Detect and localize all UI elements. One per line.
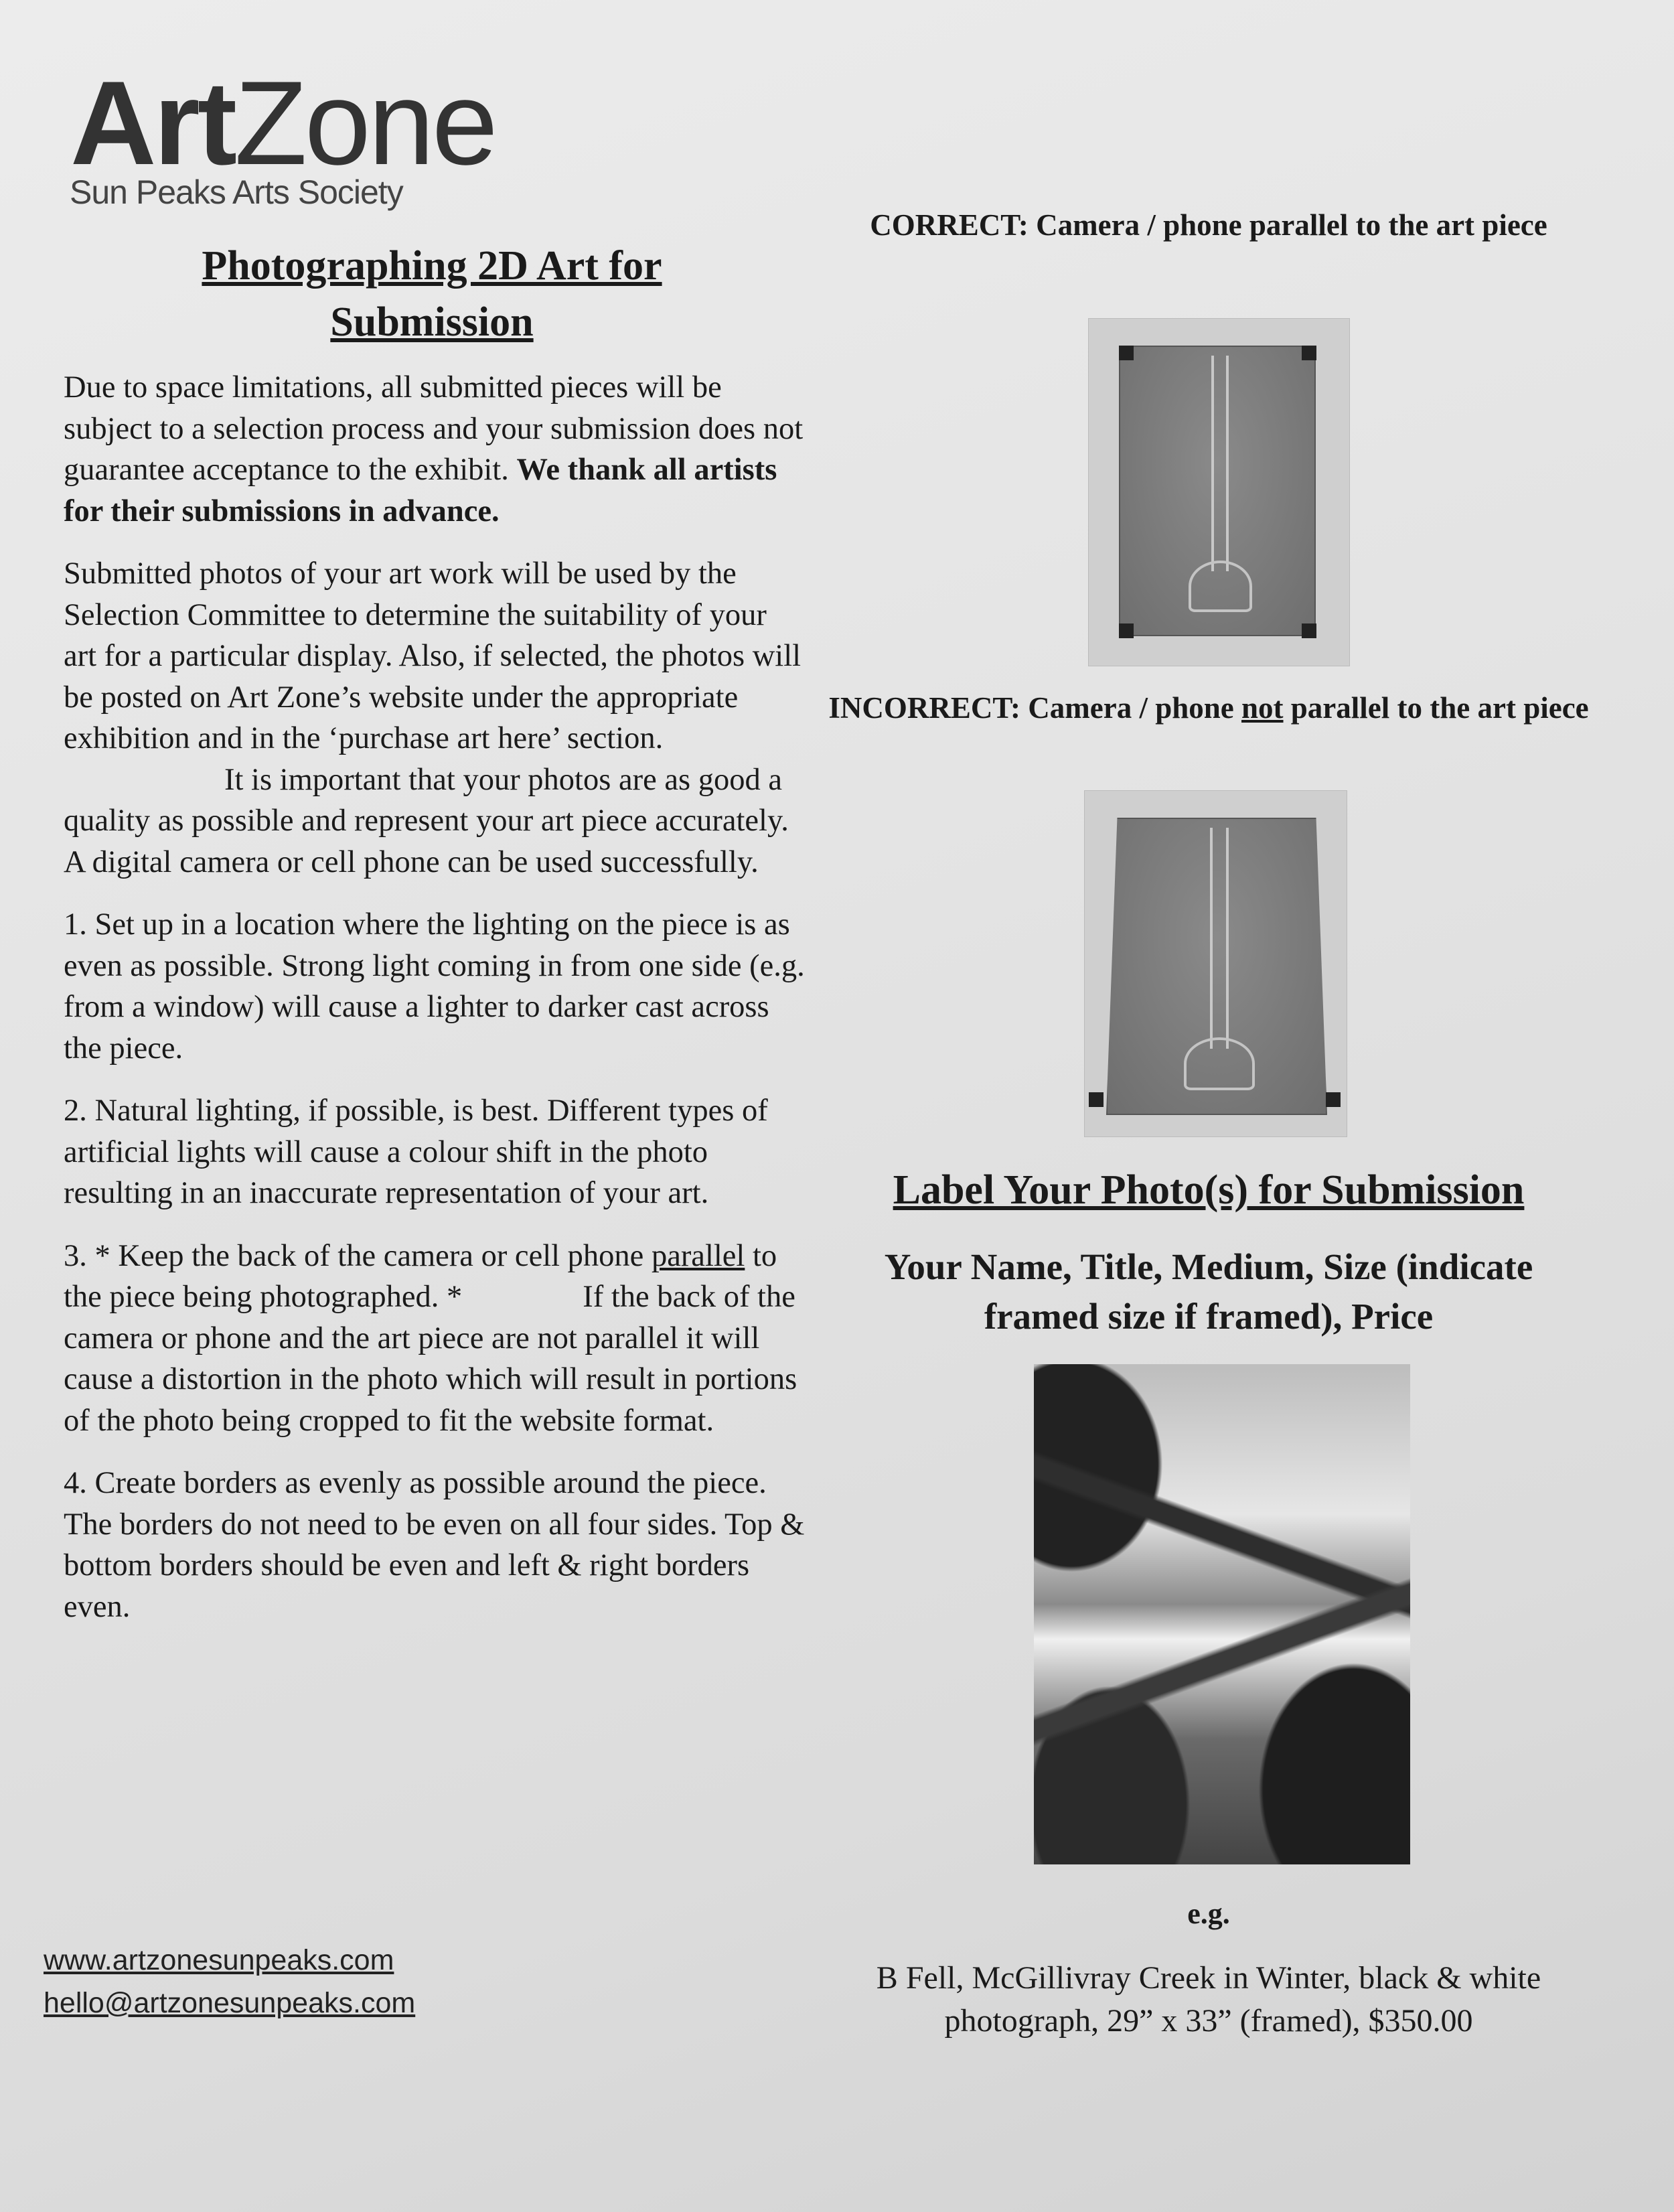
logo-subtitle: Sun Peaks Arts Society: [70, 173, 403, 211]
intro-text: Due to space limitations, all submitted pieces will be subject to a selection process and your submission does not guarantee acceptance to the exhibit.: [64, 370, 804, 487]
step-4: 4. Create borders as evenly as possible around the piece. The borders do not need to be even on all four sides. Top & bottom borders should be even and left & right borders even.: [64, 1466, 805, 1624]
step-3-rest: If the back of the camera or phone and the art piece are not parallel it will cause a distortion in the photo which will result in portions of the photo being cropped to fit the website format.: [64, 1280, 797, 1438]
title-line-2: Submission: [330, 299, 534, 345]
incorrect-example-photo: [1085, 791, 1347, 1136]
intro-thanks: We thank all artists for their submissions in advance.: [64, 453, 777, 528]
step-3-parallel: parallel: [651, 1238, 745, 1273]
website-link[interactable]: www.artzonesunpeaks.com: [44, 1944, 394, 1976]
incorrect-text: INCORRECT: Camera / phone: [828, 691, 1234, 725]
title-line-1: Photographing 2D Art for: [202, 243, 662, 289]
quality-text: It is important that your photos are as good a quality as possible and represent your art piece accurately. A digital camera or cell phone can be used successfully.: [64, 762, 789, 879]
step-2: 2. Natural lighting, if possible, is best. Different types of artificial lights will cause a colour shift in the photo resulting in an inaccurate representation of your art.: [64, 1094, 768, 1210]
usage-paragraph: [64, 553, 807, 883]
incorrect-rest: parallel to the art piece: [1290, 691, 1589, 725]
waterfall-example-photo: [1034, 1364, 1410, 1864]
contact-links: [44, 1939, 415, 2024]
label-fields: Your Name, Title, Medium, Size (indicate framed size if framed), Price: [884, 1246, 1533, 1337]
instructions: [64, 367, 807, 1649]
page-title: [127, 238, 737, 350]
correct-caption: CORRECT: Camera / phone parallel to the art piece: [870, 208, 1547, 242]
example-label: e.g.: [1187, 1897, 1230, 1930]
correct-example-photo: [1089, 319, 1349, 666]
step-3: [64, 1236, 807, 1442]
logo-zone: Zone: [234, 56, 496, 190]
email-link[interactable]: hello@artzonesunpeaks.com: [44, 1987, 416, 2019]
step-1: 1. Set up in a location where the lighting on the piece is as even as possible. Strong light coming in from one side (e.g. from a window) will cause a lighter to darker cast across the piece.: [64, 907, 805, 1065]
distorted-art-piece: [1106, 818, 1327, 1115]
incorrect-caption: [827, 687, 1590, 729]
art-piece: [1119, 346, 1316, 636]
logo-art: Art: [70, 56, 235, 190]
usage-text: Submitted photos of your art work will be used by the Selection Committee to determine the suitability of your art for a particular display. Also, if selected, the photos will be posted on Art Zone’s website under the appropriate exhibition and in the ‘purchase art here’ section.: [64, 557, 802, 755]
step-3-text: 3. * Keep the back of the camera or cell phone: [64, 1238, 644, 1273]
incorrect-not: not: [1241, 691, 1284, 725]
intro-paragraph: [64, 367, 807, 532]
step-3-mid: to the piece being photographed. *: [64, 1238, 777, 1314]
label-heading: Label Your Photo(s) for Submission: [893, 1167, 1525, 1213]
example-label-text: B Fell, McGillivray Creek in Winter, black & white photograph, 29” x 33” (framed), $350.00: [876, 1960, 1541, 2039]
artzone-logo: [70, 56, 496, 190]
